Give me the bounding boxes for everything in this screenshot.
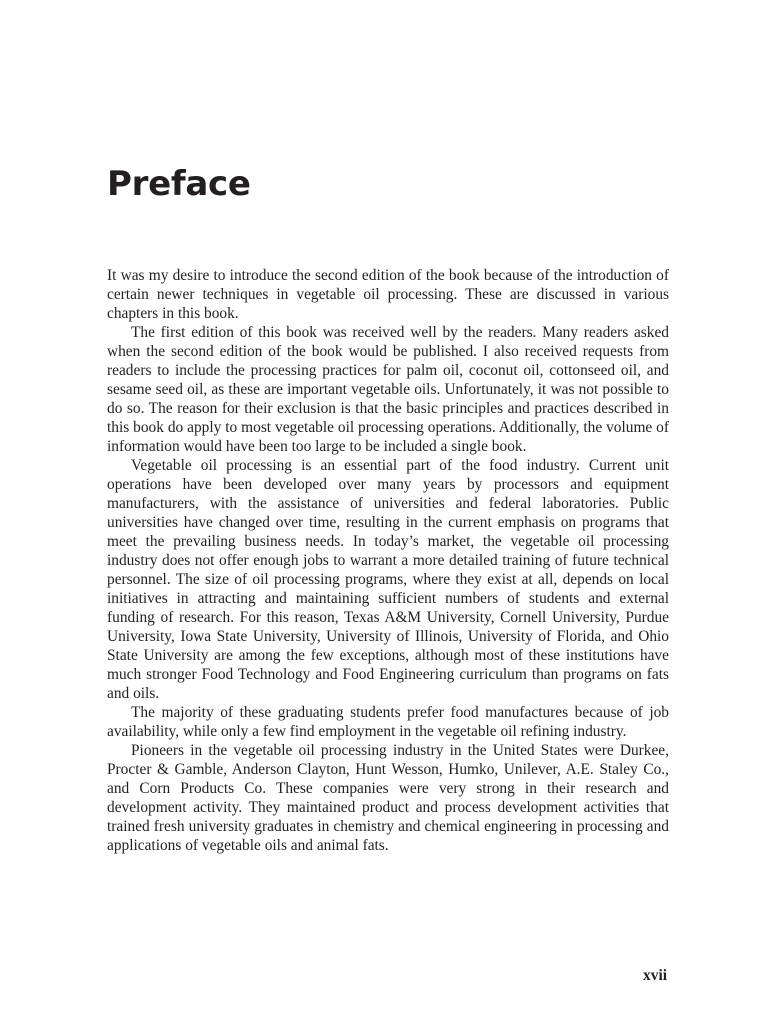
preface-body <box>107 266 669 855</box>
paragraph-4: The majority of these graduating students prefer food manufactures because of job availability, while only a few find employment in the vegetable oil refining industry. <box>107 704 669 740</box>
paragraph-3: Vegetable oil processing is an essential part of the food industry. Current unit operations have been developed over many years by processors and equipment manufacturers, with the assistance of universities and federal laboratories. Public universities have changed over time, resulting in the current emphasis on programs that meet the prevailing business needs. In today’s market, the vegetable oil processing industry does not offer enough jobs to warrant a more detailed training of future technical personnel. The size of oil processing programs, where they exist at all, depends on local initiatives in attracting and maintaining sufficient numbers of students and external funding of research. For this reason, Texas A&M University, Cornell University, Purdue University, Iowa State University, University of Illinois, University of Florida, and Ohio State University are among the few exceptions, although most of these institutions have much stronger Food Technology and Food Engineering curriculum than programs on fats and oils. <box>107 457 669 702</box>
page-title: Preface <box>107 164 251 204</box>
paragraph-2: The first edition of this book was received well by the readers. Many readers asked when the second edition of the book would be published. I also received requests from readers to include the processing practices for palm oil, coconut oil, cottonseed oil, and sesame seed oil, as these are important vegetable oils. Unfortunately, it was not possible to do so. The reason for their exclusion is that the basic principles and practices described in this book do apply to most vegetable oil processing operations. Additionally, the volume of information would have been too large to be included a single book. <box>107 324 669 455</box>
paragraph-1: It was my desire to introduce the second edition of the book because of the introduction of certain newer techniques in vegetable oil processing. These are discussed in various chapters in this book. <box>107 267 669 322</box>
page-number: xvii <box>643 967 667 984</box>
paragraph-5: Pioneers in the vegetable oil processing industry in the United States were Durkee, Procter & Gamble, Anderson Clayton, Hunt Wesson, Humko, Unilever, A.E. Staley Co., and Corn Products Co. These companies were very strong in their research and development activity. They maintained product and process development activities that trained fresh university graduates in chemistry and chemical engineering in processing and applications of vegetable oils and animal fats. <box>107 742 669 854</box>
